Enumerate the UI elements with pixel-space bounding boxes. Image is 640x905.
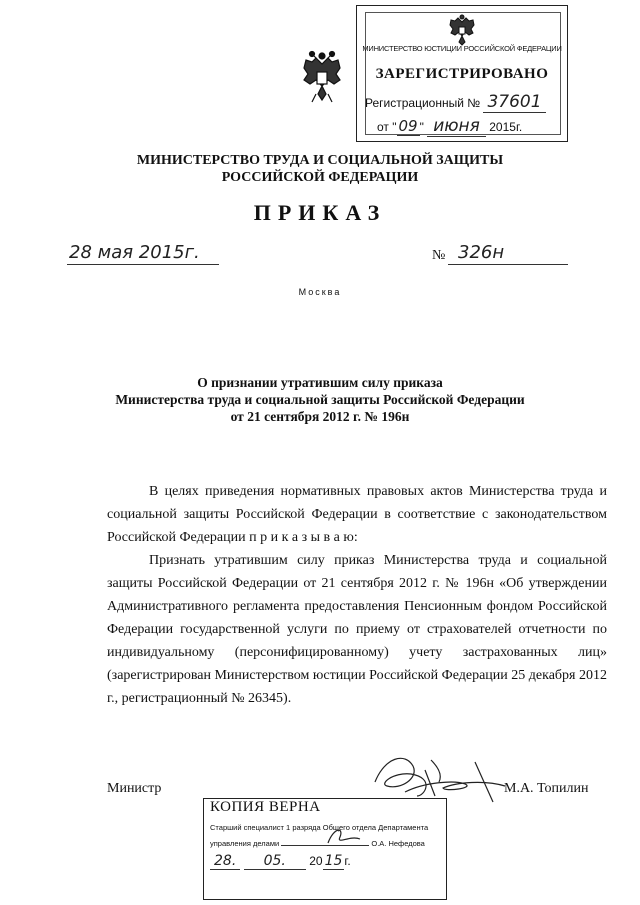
- ministry-title: [0, 152, 640, 186]
- order-title-line1: О признании утратившим силу приказа: [197, 375, 443, 390]
- body-paragraph-1: В целях приведения нормативных правовых актов Министерства труда и социальной защиты Российской Федерации в соответствие с законодательством Российской Федерации п р и к а з ы в а ю:: [107, 484, 607, 545]
- order-date-field: [67, 242, 219, 265]
- stamp-date-month: июня: [427, 116, 486, 137]
- signatory-name: М.А. Топилин: [504, 781, 589, 796]
- stamp-date-year: 2015: [489, 120, 516, 134]
- copy-stamp-line2-prefix: управления делами: [210, 839, 280, 848]
- stamp-coat-of-arms-emblem: [447, 14, 477, 46]
- order-date-handwritten: 28 мая 2015г.: [69, 242, 200, 263]
- copy-certified-stamp: [203, 798, 447, 900]
- order-title: [0, 374, 640, 425]
- copy-stamp-signature: [324, 825, 364, 847]
- copy-stamp-line1: Старший специалист 1 разряда Общего отдела Департамента: [210, 823, 429, 832]
- copy-stamp-date-month: 05.: [244, 853, 306, 870]
- order-number-handwritten: 326н: [458, 242, 505, 263]
- copy-stamp-official-name: О.А. Нефедова: [371, 839, 425, 848]
- stamp-ministry-label: МИНИСТЕРСТВО ЮСТИЦИИ РОССИЙСКОЙ ФЕДЕРАЦИИ: [362, 44, 562, 53]
- stamp-date-day: 09: [398, 117, 418, 135]
- order-title-line2: Министерства труда и социальной защиты Российской Федерации: [115, 392, 525, 407]
- stamp-registration-number: [365, 92, 546, 112]
- order-number-field: [432, 242, 568, 264]
- copy-stamp-date: [210, 853, 351, 869]
- ministry-title-line1: МИНИСТЕРСТВО ТРУДА И СОЦИАЛЬНОЙ ЗАЩИТЫ: [136, 153, 504, 168]
- signatory-position: Министр: [107, 781, 162, 796]
- stamp-reg-number-handwritten: 37601: [483, 92, 545, 113]
- copy-stamp-date-year-prefix: 20: [309, 854, 323, 868]
- stamp-date-suffix: г.: [515, 120, 523, 134]
- copy-stamp-title: КОПИЯ ВЕРНА: [210, 799, 321, 815]
- stamp-registration-date: от " 09 " июня 2015г.: [377, 116, 523, 136]
- stamp-registered-label: ЗАРЕГИСТРИРОВАНО: [375, 66, 549, 82]
- order-body: [107, 480, 607, 710]
- copy-stamp-line2: [210, 839, 425, 848]
- copy-stamp-date-suffix: г.: [344, 854, 351, 868]
- stamp-reg-label: Регистрационный №: [365, 96, 481, 110]
- stamp-date-prefix: от: [377, 120, 389, 134]
- ministry-title-line2: РОССИЙСКОЙ ФЕДЕРАЦИИ: [221, 170, 419, 185]
- city-label: Москва: [298, 287, 342, 297]
- copy-stamp-date-day: 28.: [210, 853, 240, 870]
- document-type-heading: ПРИКАЗ: [253, 200, 387, 225]
- order-number-prefix: №: [432, 248, 446, 263]
- order-title-line3: от 21 сентября 2012 г. № 196н: [230, 409, 410, 424]
- registration-stamp: [356, 5, 568, 142]
- order-number-underline: [448, 264, 568, 265]
- body-paragraph-2: Признать утратившим силу приказ Министерства труда и социальной защиты Российской Федерации от 21 сентября 2012 г. № 196н «Об утверждении Административного регламента предоставления Пенсионным фондом Российской Федерации государственной услуги по приему от страхователей отчетности по индивидуальному (персонифицированному) учету застрахованных лиц» (зарегистрирован Министерством юстиции Российской Федерации 25 декабря 2012 г., регистрационный № 26345).: [107, 553, 607, 706]
- coat-of-arms-emblem: [298, 50, 346, 106]
- copy-stamp-date-year: 15: [324, 853, 343, 869]
